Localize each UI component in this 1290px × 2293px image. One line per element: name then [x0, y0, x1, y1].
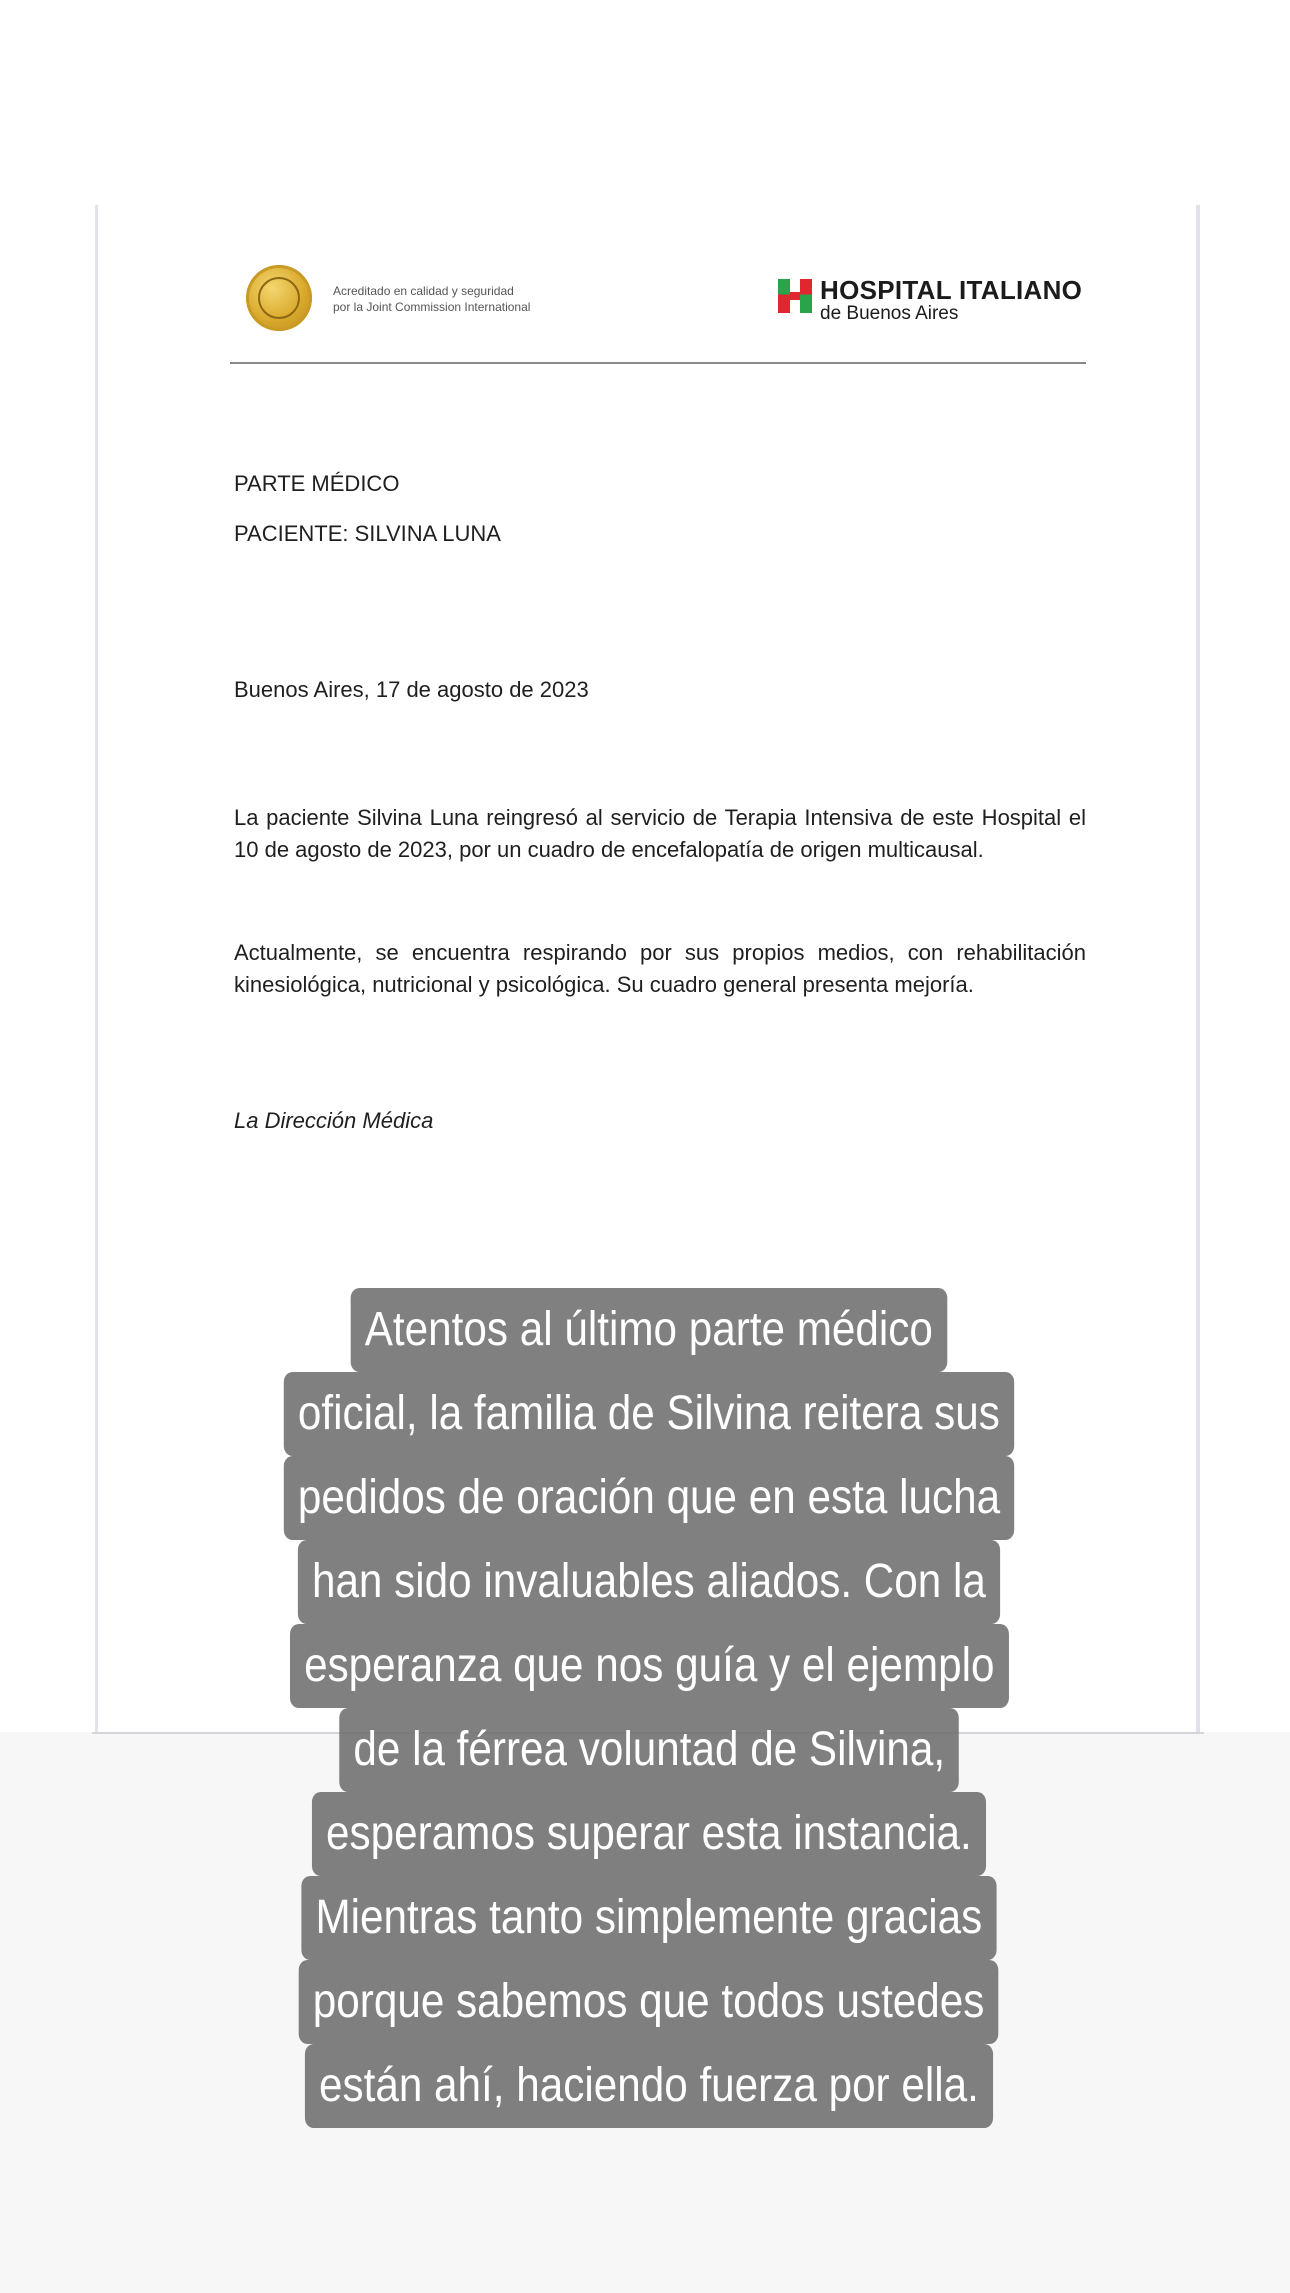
caption-line: Mientras tanto simplemente gracias: [228, 1876, 1070, 1960]
hospital-name: HOSPITAL ITALIANO: [820, 275, 1083, 305]
caption-line: Atentos al último parte médico: [228, 1288, 1070, 1372]
caption-line: esperanza que nos guía y el ejemplo: [228, 1624, 1070, 1708]
caption-line: pedidos de oración que en esta lucha: [228, 1456, 1070, 1540]
signature: La Dirección Médica: [234, 1108, 434, 1133]
caption-line: porque sabemos que todos ustedes: [228, 1960, 1070, 2044]
caption-line: esperamos superar esta instancia.: [228, 1792, 1070, 1876]
report-date: Buenos Aires, 17 de agosto de 2023: [234, 677, 589, 702]
hospital-logo: [778, 277, 1082, 325]
caption-line: oficial, la familia de Silvina reitera sus: [228, 1372, 1070, 1456]
patient-name: PACIENTE: SILVINA LUNA: [234, 521, 501, 546]
report-paragraph-2: Actualmente, se encuentra respirando por sus propios medios, con rehabilitación kinesiológica, nutricional y psicológica. Su cuadro general presenta mejoría.: [234, 940, 1086, 997]
accreditation-text: Acreditado en calidad y seguridad por la Joint Commission International: [333, 284, 531, 314]
hospital-cross-icon: [778, 279, 812, 313]
jci-seal-icon: [246, 265, 312, 331]
caption-line: han sido invaluables aliados. Con la: [228, 1540, 1070, 1624]
report-title: PARTE MÉDICO: [234, 471, 400, 496]
header-divider: [230, 362, 1086, 364]
hospital-city: de Buenos Aires: [820, 303, 959, 324]
caption-line: de la férrea voluntad de Silvina,: [228, 1708, 1070, 1792]
report-paragraph-1: La paciente Silvina Luna reingresó al servicio de Terapia Intensiva de este Hospital el 10 de agosto de 2023, por un cuadro de encefalopatía de origen multicausal.: [234, 805, 1086, 862]
caption-line: están ahí, haciendo fuerza por ella.: [228, 2044, 1070, 2128]
story-caption: [228, 1288, 1070, 2128]
